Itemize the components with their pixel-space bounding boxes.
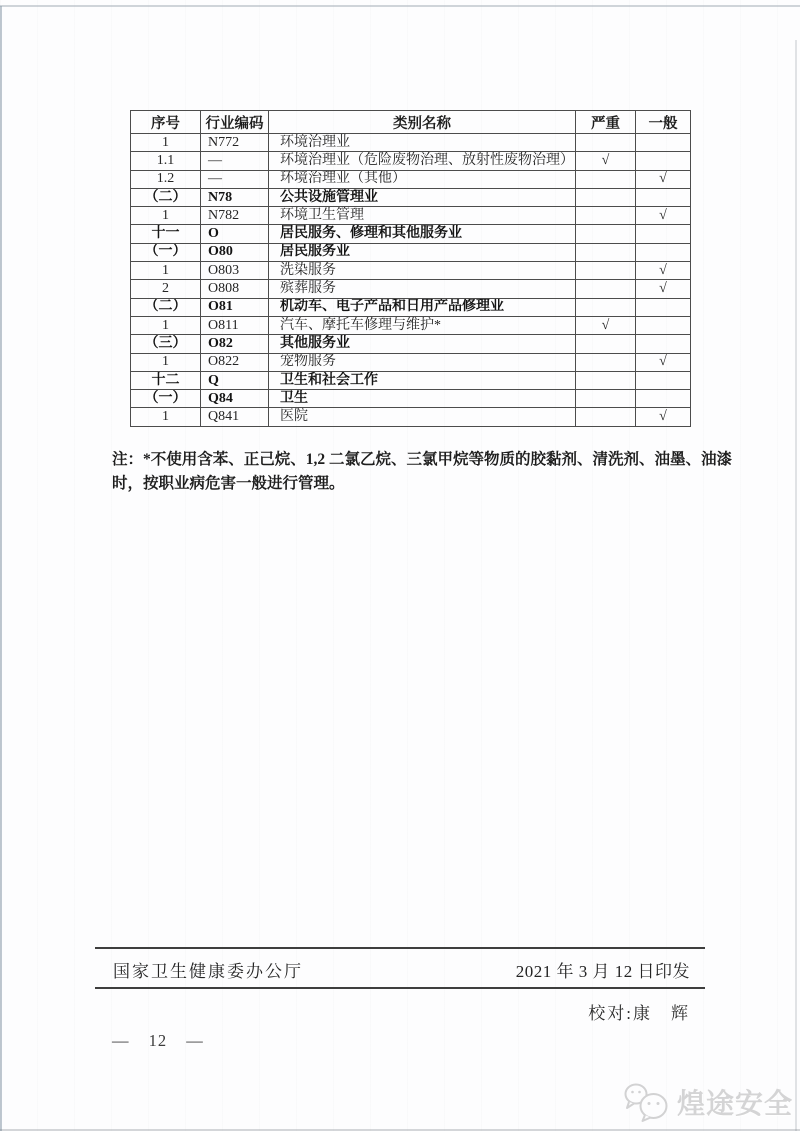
cell-general: √ (636, 170, 691, 188)
issuing-office: 国家卫生健康委办公厅 (113, 962, 303, 981)
cell-severe: √ (576, 152, 636, 170)
cell-general: √ (636, 408, 691, 426)
cell-name: 宠物服务 (269, 353, 576, 371)
scan-edge-top (0, 5, 800, 7)
cell-seq: 十一 (131, 225, 201, 243)
cell-name: 居民服务、修理和其他服务业 (269, 225, 576, 243)
cell-general: √ (636, 207, 691, 225)
cell-seq: （一） (131, 243, 201, 261)
table-body (131, 134, 691, 427)
cell-severe (576, 134, 636, 152)
cell-code: O81 (201, 298, 269, 316)
cell-code: O803 (201, 262, 269, 280)
cell-seq: （一） (131, 390, 201, 408)
footnote-line-2: 时，按职业病危害一般进行管理。 (112, 475, 345, 492)
footer-rule-top (95, 947, 705, 949)
cell-general (636, 134, 691, 152)
cell-general (636, 390, 691, 408)
cell-code: — (201, 152, 269, 170)
table-row (131, 207, 691, 225)
footer-rule-bottom (95, 987, 705, 989)
cell-general (636, 335, 691, 353)
cell-name: 殡葬服务 (269, 280, 576, 298)
cell-name: 其他服务业 (269, 335, 576, 353)
cell-code: O811 (201, 316, 269, 334)
table-row (131, 316, 691, 334)
footnote (112, 448, 733, 496)
cell-seq: 1 (131, 408, 201, 426)
cell-seq: 1.1 (131, 152, 201, 170)
cell-seq: 1 (131, 316, 201, 334)
cell-code: O (201, 225, 269, 243)
cell-name: 居民服务业 (269, 243, 576, 261)
cell-code: O82 (201, 335, 269, 353)
cell-severe (576, 353, 636, 371)
cell-severe (576, 243, 636, 261)
cell-name: 卫生 (269, 390, 576, 408)
cell-severe: √ (576, 316, 636, 334)
cell-name: 机动车、电子产品和日用产品修理业 (269, 298, 576, 316)
footer-row (113, 957, 690, 982)
table-row (131, 188, 691, 206)
table-row (131, 243, 691, 261)
cell-severe (576, 207, 636, 225)
cell-code: — (201, 170, 269, 188)
scan-edge-left (0, 6, 2, 1131)
table-row (131, 408, 691, 426)
table-row (131, 371, 691, 389)
cell-code: Q841 (201, 408, 269, 426)
wechat-icon (622, 1081, 672, 1123)
cell-severe (576, 262, 636, 280)
cell-seq: （二） (131, 298, 201, 316)
cell-general: √ (636, 280, 691, 298)
table-row (131, 280, 691, 298)
cell-severe (576, 371, 636, 389)
cell-general (636, 225, 691, 243)
cell-seq: 2 (131, 280, 201, 298)
cell-severe (576, 225, 636, 243)
table-row (131, 298, 691, 316)
cell-severe (576, 170, 636, 188)
footnote-line-1: 注：*不使用含苯、正己烷、1,2 二氯乙烷、三氯甲烷等物质的胶黏剂、清洗剂、油墨、油漆 (112, 451, 733, 468)
watermark-brand-label: 煌途安全 (677, 1088, 794, 1119)
cell-general (636, 371, 691, 389)
cell-name: 卫生和社会工作 (269, 371, 576, 389)
table-row (131, 225, 691, 243)
cell-general (636, 152, 691, 170)
cell-name: 医院 (269, 408, 576, 426)
table-header-row (131, 111, 691, 134)
cell-seq: 十二 (131, 371, 201, 389)
cell-seq: 1 (131, 353, 201, 371)
cell-code: O808 (201, 280, 269, 298)
cell-severe (576, 188, 636, 206)
cell-code: N782 (201, 207, 269, 225)
cell-name: 环境卫生管理 (269, 207, 576, 225)
cell-seq: 1 (131, 207, 201, 225)
cell-seq: （二） (131, 188, 201, 206)
header-seq: 序号 (131, 111, 201, 134)
cell-general: √ (636, 353, 691, 371)
header-general: 一般 (636, 111, 691, 134)
cell-general (636, 298, 691, 316)
cell-severe (576, 280, 636, 298)
table-row (131, 134, 691, 152)
cell-code: N772 (201, 134, 269, 152)
print-date: 2021 年 3 月 12 日印发 (515, 962, 690, 981)
cell-name: 公共设施管理业 (269, 188, 576, 206)
cell-seq: 1.2 (131, 170, 201, 188)
cell-severe (576, 390, 636, 408)
table-row (131, 262, 691, 280)
cell-general (636, 243, 691, 261)
cell-code: N78 (201, 188, 269, 206)
cell-name: 汽车、摩托车修理与维护* (269, 316, 576, 334)
cell-seq: （三） (131, 335, 201, 353)
cell-name: 环境治理业 (269, 134, 576, 152)
page-number: — 12 — (112, 1031, 204, 1050)
cell-code: O80 (201, 243, 269, 261)
cell-seq: 1 (131, 262, 201, 280)
cell-severe (576, 298, 636, 316)
cell-seq: 1 (131, 134, 201, 152)
cell-code: O822 (201, 353, 269, 371)
watermark (622, 1081, 793, 1123)
cell-general (636, 188, 691, 206)
table-row (131, 390, 691, 408)
cell-name: 环境治理业（危险废物治理、放射性废物治理） (269, 152, 576, 170)
table-row (131, 353, 691, 371)
industry-classification-table (130, 110, 691, 427)
table-row (131, 170, 691, 188)
header-category-name: 类别名称 (269, 111, 576, 134)
cell-code: Q (201, 371, 269, 389)
cell-general: √ (636, 262, 691, 280)
table-row (131, 335, 691, 353)
cell-name: 环境治理业（其他） (269, 170, 576, 188)
scan-edge-right (795, 40, 797, 1131)
cell-code: Q84 (201, 390, 269, 408)
cell-severe (576, 408, 636, 426)
cell-name: 洗染服务 (269, 262, 576, 280)
header-industry-code: 行业编码 (201, 111, 269, 134)
table-row (131, 152, 691, 170)
cell-severe (576, 335, 636, 353)
header-severe: 严重 (576, 111, 636, 134)
cell-general (636, 316, 691, 334)
proofreader-line: 校对:康 辉 (588, 1004, 690, 1023)
